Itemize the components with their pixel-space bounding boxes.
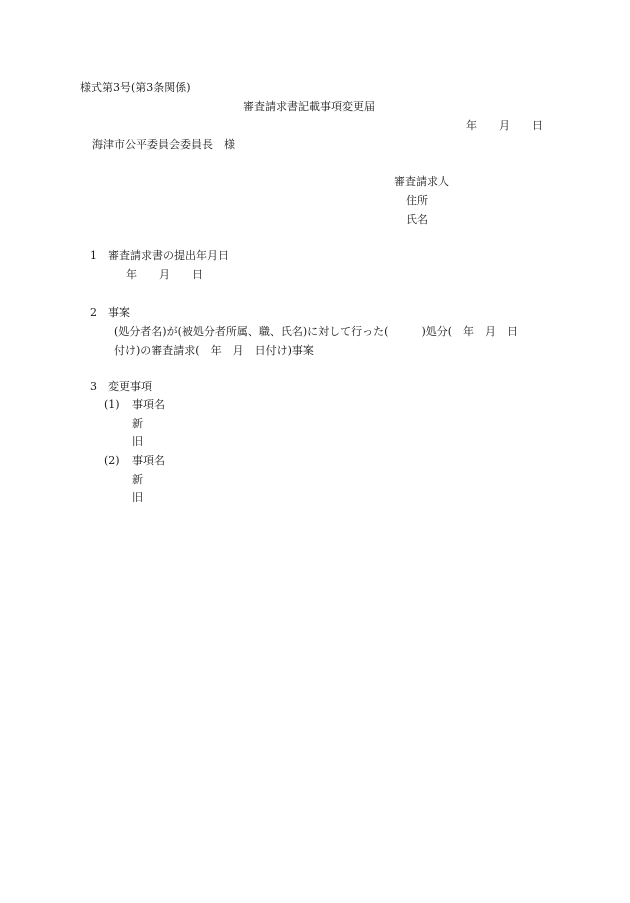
submission-date-line: 年 月 日 xyxy=(466,119,543,132)
section-2-line-1: (処分者名)が(被処分者所属、職、氏名)に対して行った( )処分( 年 月 日 xyxy=(114,325,519,338)
section-1-heading: 1 審査請求書の提出年月日 xyxy=(90,249,229,262)
form-number: 様式第3号(第3条関係) xyxy=(80,81,191,94)
requester-address-label: 住所 xyxy=(406,194,428,207)
change-item-2-new-label: 新 xyxy=(132,473,143,486)
addressee: 海津市公平委員会委員長 様 xyxy=(92,138,235,151)
document-title: 審査請求書記載事項変更届 xyxy=(243,100,375,113)
change-item-2-old-label: 旧 xyxy=(132,491,143,504)
change-item-1-name-label: 事項名 xyxy=(132,398,165,411)
section-2-line-2: 付け)の審査請求( 年 月 日付け)事案 xyxy=(114,344,314,357)
section-3-heading: 3 変更事項 xyxy=(90,380,152,393)
change-item-1-new-label: 新 xyxy=(132,417,143,430)
change-item-2-name-label: 事項名 xyxy=(132,454,165,467)
section-1-date: 年 月 日 xyxy=(126,268,203,281)
requester-label: 審査請求人 xyxy=(394,175,449,188)
section-2-heading: 2 事案 xyxy=(90,306,130,319)
change-item-2-number: (2) xyxy=(104,454,120,467)
change-item-1-number: (1) xyxy=(104,398,120,411)
change-item-1-old-label: 旧 xyxy=(132,435,143,448)
requester-name-label: 氏名 xyxy=(406,213,428,226)
